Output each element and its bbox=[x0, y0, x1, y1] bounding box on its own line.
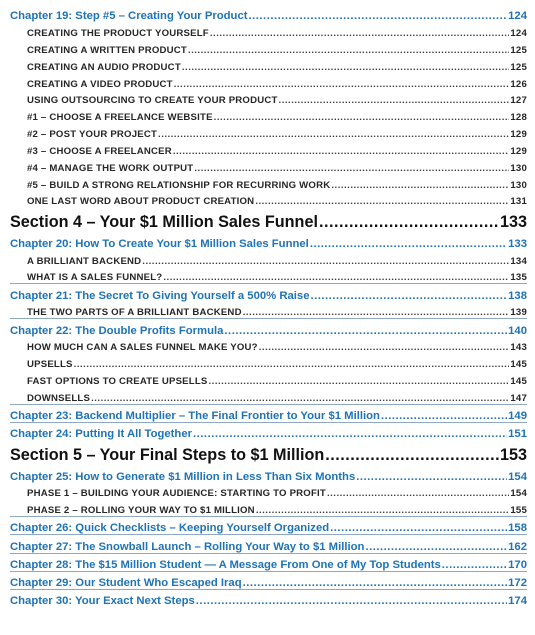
dot-leader bbox=[255, 196, 509, 207]
dot-leader bbox=[193, 428, 507, 440]
toc-sub-entry[interactable] bbox=[10, 191, 527, 208]
toc-entry-page-number: 135 bbox=[510, 272, 527, 284]
toc-section-entry[interactable] bbox=[10, 440, 527, 465]
toc-entry-page-number: 138 bbox=[508, 289, 527, 302]
toc-entry-page-number: 140 bbox=[508, 324, 527, 337]
toc-entry-page-number: 155 bbox=[510, 505, 527, 517]
toc-sub-entry[interactable] bbox=[10, 267, 527, 284]
toc-entry-page-number: 162 bbox=[508, 540, 527, 553]
dot-leader bbox=[74, 359, 510, 370]
toc-entry-page-number: 124 bbox=[510, 28, 527, 40]
dot-leader bbox=[325, 446, 499, 465]
toc-sub-entry[interactable] bbox=[10, 483, 527, 500]
toc-entry-title: Chapter 30: Your Exact Next Steps bbox=[10, 595, 195, 608]
dot-leader bbox=[91, 393, 509, 404]
toc-entry-page-number: 127 bbox=[510, 95, 527, 107]
toc-entry-title: Chapter 28: The $15 Million Student — A Message From One of My Top Students bbox=[10, 558, 441, 571]
toc-entry-title: #1 – CHOOSE A FREELANCE WEBSITE bbox=[27, 112, 213, 124]
toc-chapter-entry[interactable] bbox=[10, 465, 527, 482]
toc-entry-title: DOWNSELLS bbox=[27, 392, 91, 404]
toc-sub-entry[interactable] bbox=[10, 337, 527, 354]
toc-entry-page-number: 125 bbox=[510, 44, 527, 56]
dot-leader bbox=[194, 163, 509, 174]
toc-sub-entry[interactable] bbox=[10, 106, 527, 123]
toc-entry-title: WHAT IS A SALES FUNNEL? bbox=[27, 272, 163, 284]
toc-entry-page-number: 154 bbox=[510, 488, 527, 500]
toc-entry-page-number: 172 bbox=[508, 576, 527, 589]
toc-entry-title: ONE LAST WORD ABOUT PRODUCT CREATION bbox=[27, 196, 255, 208]
toc-entry-title: HOW MUCH CAN A SALES FUNNEL MAKE YOU? bbox=[27, 342, 258, 354]
toc-entry-page-number: 126 bbox=[510, 78, 527, 90]
toc-entry-title: A BRILLIANT BACKEND bbox=[27, 255, 142, 267]
toc-sub-entry[interactable] bbox=[10, 370, 527, 387]
dot-leader bbox=[173, 146, 510, 157]
dot-leader bbox=[319, 213, 499, 232]
dot-leader bbox=[210, 28, 510, 39]
dot-leader bbox=[310, 238, 507, 250]
dot-leader bbox=[259, 342, 510, 353]
toc-entry-page-number: 129 bbox=[510, 129, 527, 141]
dot-leader bbox=[208, 376, 509, 387]
toc-sub-entry[interactable] bbox=[10, 123, 527, 140]
toc-entry-title: USING OUTSOURCING TO CREATE YOUR PRODUCT bbox=[27, 95, 278, 107]
toc-entry-title: Section 4 – Your $1 Million Sales Funnel bbox=[10, 213, 318, 232]
dot-leader bbox=[356, 471, 507, 483]
toc-entry-page-number: 129 bbox=[510, 145, 527, 157]
toc-entry-title: CREATING A VIDEO PRODUCT bbox=[27, 78, 173, 90]
toc-entry-page-number: 158 bbox=[508, 522, 527, 535]
toc-chapter-entry[interactable] bbox=[10, 516, 527, 534]
dot-leader bbox=[214, 112, 510, 123]
toc-entry-title: Chapter 26: Quick Checklists – Keeping Yourself Organized bbox=[10, 522, 330, 535]
toc-entry-page-number: 143 bbox=[510, 342, 527, 354]
toc-chapter-entry[interactable] bbox=[10, 404, 527, 422]
toc-sub-entry[interactable] bbox=[10, 157, 527, 174]
toc-entry-page-number: 154 bbox=[508, 470, 527, 483]
toc-sub-entry[interactable] bbox=[10, 387, 527, 404]
toc-chapter-entry[interactable] bbox=[10, 553, 527, 571]
toc-sub-entry[interactable] bbox=[10, 499, 527, 516]
toc-sub-entry[interactable] bbox=[10, 140, 527, 157]
toc-entry-page-number: 153 bbox=[499, 446, 527, 465]
toc-entry-page-number: 174 bbox=[508, 595, 527, 608]
toc-entry-page-number: 134 bbox=[510, 255, 527, 267]
dot-leader bbox=[381, 410, 507, 422]
toc-entry-page-number: 131 bbox=[510, 196, 527, 208]
toc-entry-page-number: 149 bbox=[508, 410, 527, 423]
toc-sub-entry[interactable] bbox=[10, 39, 527, 56]
toc-entry-title: Chapter 19: Step #5 – Creating Your Product bbox=[10, 10, 248, 23]
toc-chapter-entry[interactable] bbox=[10, 571, 527, 589]
toc-entry-page-number: 145 bbox=[510, 359, 527, 371]
toc-entry-title: PHASE 2 – ROLLING YOUR WAY TO $1 MILLION bbox=[27, 505, 255, 517]
toc-entry-title: CREATING AN AUDIO PRODUCT bbox=[27, 61, 181, 73]
toc-entry-title: Chapter 27: The Snowball Launch – Rolling Your Way to $1 Million bbox=[10, 540, 365, 553]
toc-entry-page-number: 151 bbox=[508, 428, 527, 441]
toc-chapter-entry[interactable] bbox=[10, 232, 527, 249]
toc-entry-page-number: 139 bbox=[510, 307, 527, 319]
dot-leader bbox=[249, 10, 508, 22]
toc-entry-title: #2 – POST YOUR PROJECT bbox=[27, 129, 158, 141]
dot-leader bbox=[188, 45, 509, 56]
dot-leader bbox=[442, 559, 507, 571]
toc-entry-title: Chapter 23: Backend Multiplier – The Final Frontier to Your $1 Million bbox=[10, 410, 380, 423]
toc-chapter-entry[interactable] bbox=[10, 422, 527, 440]
dot-leader bbox=[327, 488, 509, 499]
toc-entry-page-number: 128 bbox=[510, 112, 527, 124]
toc-entry-page-number: 170 bbox=[508, 558, 527, 571]
toc-entry-title: Section 5 – Your Final Steps to $1 Million bbox=[10, 446, 325, 465]
dot-leader bbox=[243, 307, 510, 318]
toc-entry-page-number: 124 bbox=[508, 10, 527, 23]
toc-chapter-entry[interactable] bbox=[10, 589, 527, 607]
toc-sub-entry[interactable] bbox=[10, 250, 527, 267]
dot-leader bbox=[243, 577, 508, 589]
dot-leader bbox=[365, 541, 507, 553]
toc-entry-page-number: 130 bbox=[510, 162, 527, 174]
toc-entry-title: #3 – CHOOSE A FREELANCER bbox=[27, 145, 172, 157]
toc-entry-page-number: 133 bbox=[508, 237, 527, 250]
dot-leader bbox=[310, 290, 507, 302]
toc-chapter-entry[interactable] bbox=[10, 283, 527, 301]
toc-entry-title: Chapter 25: How to Generate $1 Million in Less Than Six Months bbox=[10, 470, 356, 483]
toc-entry-title: Chapter 29: Our Student Who Escaped Iraq bbox=[10, 576, 242, 589]
dot-leader bbox=[182, 62, 510, 73]
toc-entry-title: Chapter 22: The Double Profits Formula bbox=[10, 324, 224, 337]
dot-leader bbox=[196, 595, 507, 607]
toc-chapter-entry[interactable] bbox=[10, 318, 527, 336]
dot-leader bbox=[279, 95, 510, 106]
toc-chapter-entry[interactable] bbox=[10, 5, 527, 22]
toc-entry-title: FAST OPTIONS TO CREATE UPSELLS bbox=[27, 376, 208, 388]
toc-entry-page-number: 125 bbox=[510, 61, 527, 73]
toc-entry-page-number: 145 bbox=[510, 376, 527, 388]
toc-chapter-entry[interactable] bbox=[10, 534, 527, 552]
toc-entry-title: Chapter 20: How To Create Your $1 Million Sales Funnel bbox=[10, 237, 309, 250]
toc-entry-title: Chapter 21: The Secret To Giving Yourself a 500% Raise bbox=[10, 289, 310, 302]
dot-leader bbox=[224, 325, 507, 337]
toc-section-entry[interactable] bbox=[10, 207, 527, 232]
toc-entry-page-number: 133 bbox=[499, 213, 527, 232]
toc-entry-title: #4 – MANAGE THE WORK OUTPUT bbox=[27, 162, 194, 174]
toc-sub-entry[interactable] bbox=[10, 174, 527, 191]
dot-leader bbox=[330, 522, 507, 534]
toc-sub-entry[interactable] bbox=[10, 73, 527, 90]
toc-entry-title: CREATING A WRITTEN PRODUCT bbox=[27, 44, 187, 56]
toc-entry-title: PHASE 1 – BUILDING YOUR AUDIENCE: STARTING TO PROFIT bbox=[27, 488, 326, 500]
dot-leader bbox=[331, 180, 509, 191]
dot-leader bbox=[256, 505, 510, 516]
dot-leader bbox=[142, 256, 509, 267]
table-of-contents bbox=[10, 5, 527, 607]
toc-entry-title: CREATING THE PRODUCT YOURSELF bbox=[27, 28, 209, 40]
toc-entry-title: THE TWO PARTS OF A BRILLIANT BACKEND bbox=[27, 307, 242, 319]
dot-leader bbox=[163, 272, 509, 283]
toc-sub-entry[interactable] bbox=[10, 22, 527, 39]
dot-leader bbox=[158, 129, 509, 140]
toc-entry-page-number: 130 bbox=[510, 179, 527, 191]
toc-sub-entry[interactable] bbox=[10, 56, 527, 73]
toc-entry-page-number: 147 bbox=[510, 392, 527, 404]
toc-sub-entry[interactable] bbox=[10, 353, 527, 370]
toc-sub-entry[interactable] bbox=[10, 302, 527, 319]
toc-entry-title: Chapter 24: Putting It All Together bbox=[10, 428, 193, 441]
toc-entry-title: #5 – BUILD A STRONG RELATIONSHIP FOR RECURRING WORK bbox=[27, 179, 331, 191]
dot-leader bbox=[174, 79, 510, 90]
toc-sub-entry[interactable] bbox=[10, 90, 527, 107]
toc-entry-title: UPSELLS bbox=[27, 359, 73, 371]
